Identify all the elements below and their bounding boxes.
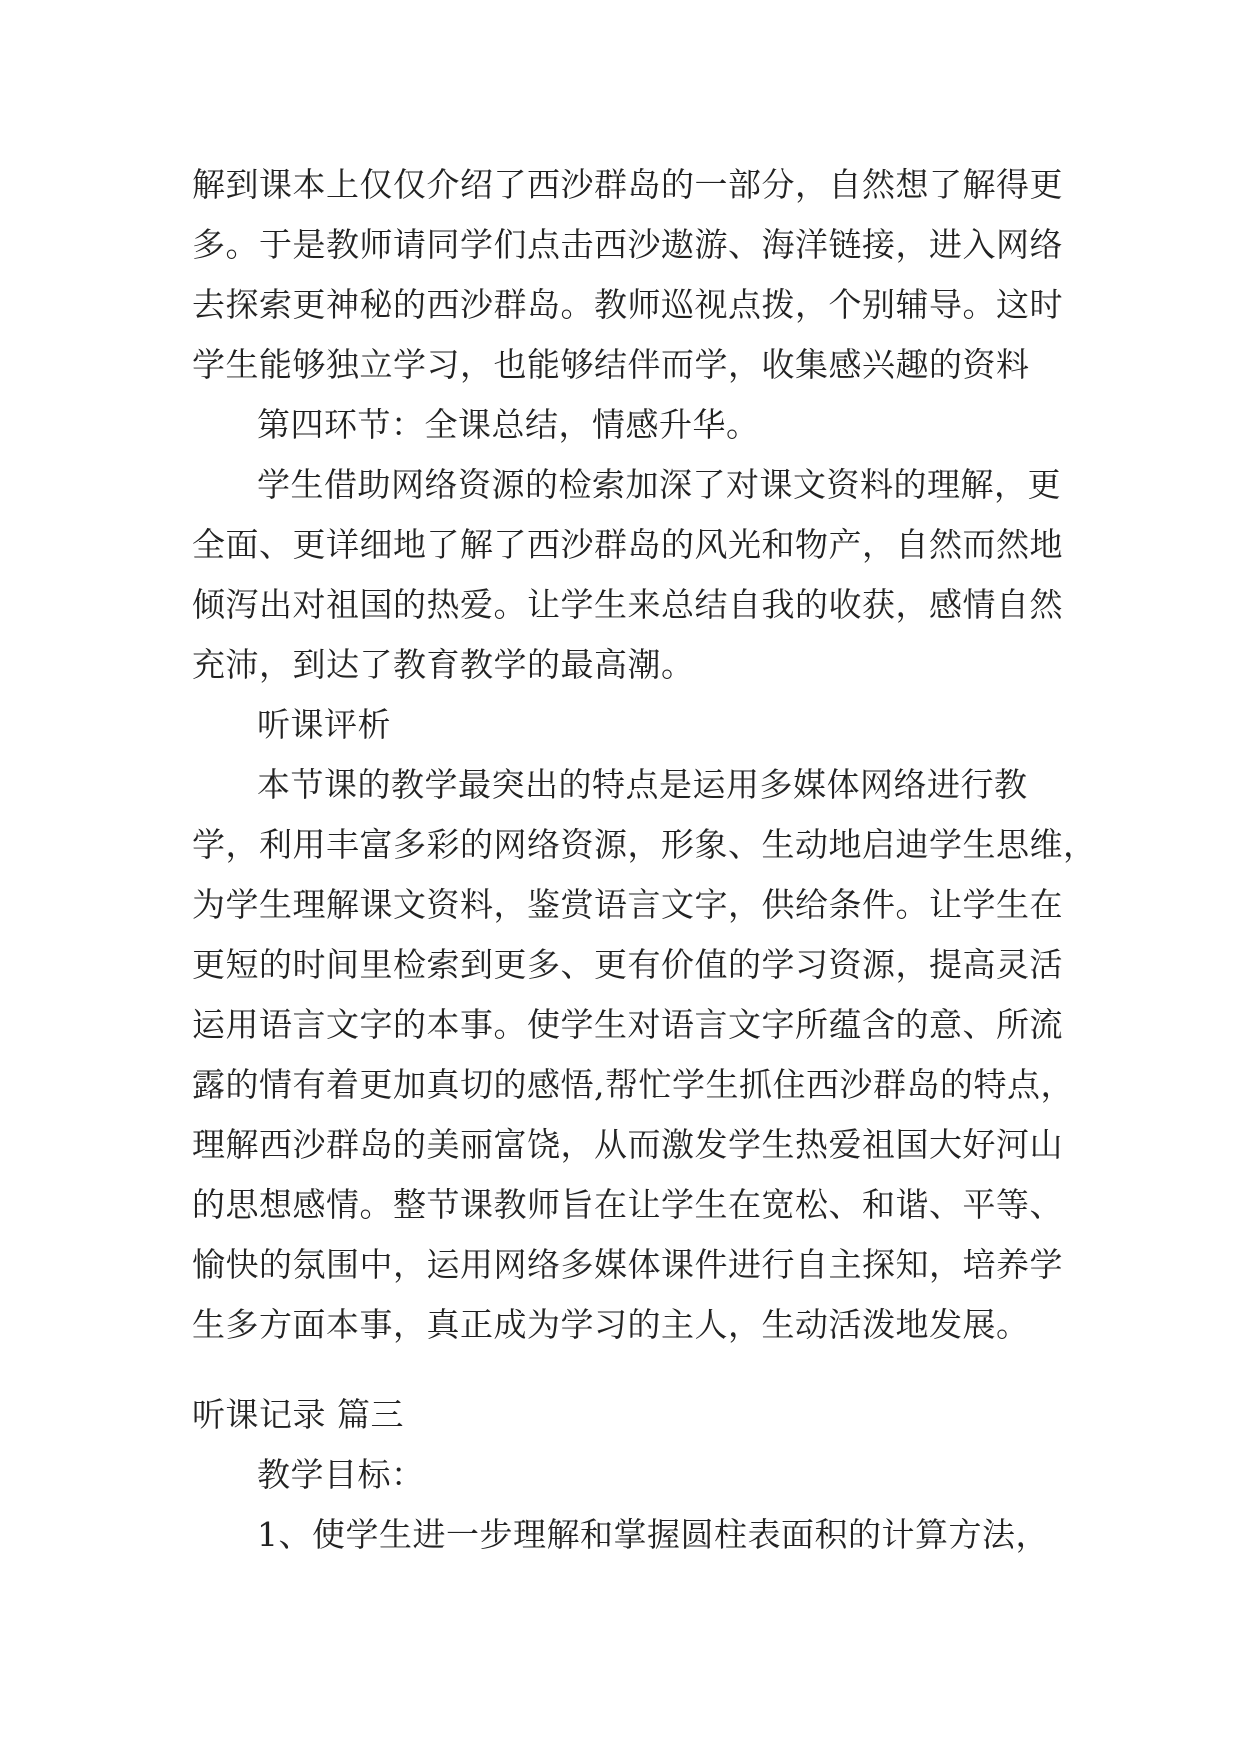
text-line: 1、使学生进一步理解和掌握圆柱表面积的计算方法， [257, 1515, 1049, 1554]
text-line: 愉快的氛围中，运用网络多媒体课件进行自主探知，培养学 [192, 1245, 1063, 1284]
text-line: 学生借助网络资源的检索加深了对课文资料的理解，更 [257, 465, 1061, 504]
text-line: 解到课本上仅仅介绍了西沙群岛的一部分，自然想了解得更 [192, 165, 1063, 204]
text-line: 本节课的教学最突出的特点是运用多媒体网络进行教 [257, 765, 1028, 804]
text-line: 倾泻出对祖国的热爱。让学生来总结自我的收获，感情自然 [192, 585, 1063, 624]
text-line: 更短的时间里检索到更多、更有价值的学习资源，提高灵活 [192, 945, 1063, 984]
text-line: 充沛，到达了教育教学的最高潮。 [192, 645, 695, 684]
text-line: 露的情有着更加真切的感悟,帮忙学生抓住西沙群岛的特点， [192, 1065, 1074, 1104]
text-line: 理解西沙群岛的美丽富饶，从而激发学生热爱祖国大好河山 [192, 1125, 1063, 1164]
section-heading: 第四环节：全课总结，情感升华。 [257, 405, 760, 444]
text-line: 运用语言文字的本事。使学生对语言文字所蕴含的意、所流 [192, 1005, 1063, 1044]
text-line: 多。于是教师请同学们点击西沙遨游、海洋链接，进入网络 [192, 225, 1063, 264]
text-line: 为学生理解课文资料，鉴赏语言文字，供给条件。让学生在 [192, 885, 1063, 924]
section-heading: 教学目标： [257, 1455, 425, 1494]
text-line: 全面、更详细地了解了西沙群岛的风光和物产，自然而然地 [192, 525, 1063, 564]
text-line: 学，利用丰富多彩的网络资源，形象、生动地启迪学生思维， [192, 825, 1097, 864]
text-line: 的思想感情。整节课教师旨在让学生在宽松、和谐、平等、 [192, 1185, 1063, 1224]
section-title: 听课记录 篇三 [192, 1395, 404, 1434]
text-line: 生多方面本事，真正成为学习的主人，生动活泼地发展。 [192, 1305, 1030, 1344]
text-line: 学生能够独立学习，也能够结伴而学，收集感兴趣的资料 [192, 345, 1030, 384]
text-line: 去探索更神秘的西沙群岛。教师巡视点拨，个别辅导。这时 [192, 285, 1063, 324]
section-heading: 听课评析 [257, 705, 391, 744]
